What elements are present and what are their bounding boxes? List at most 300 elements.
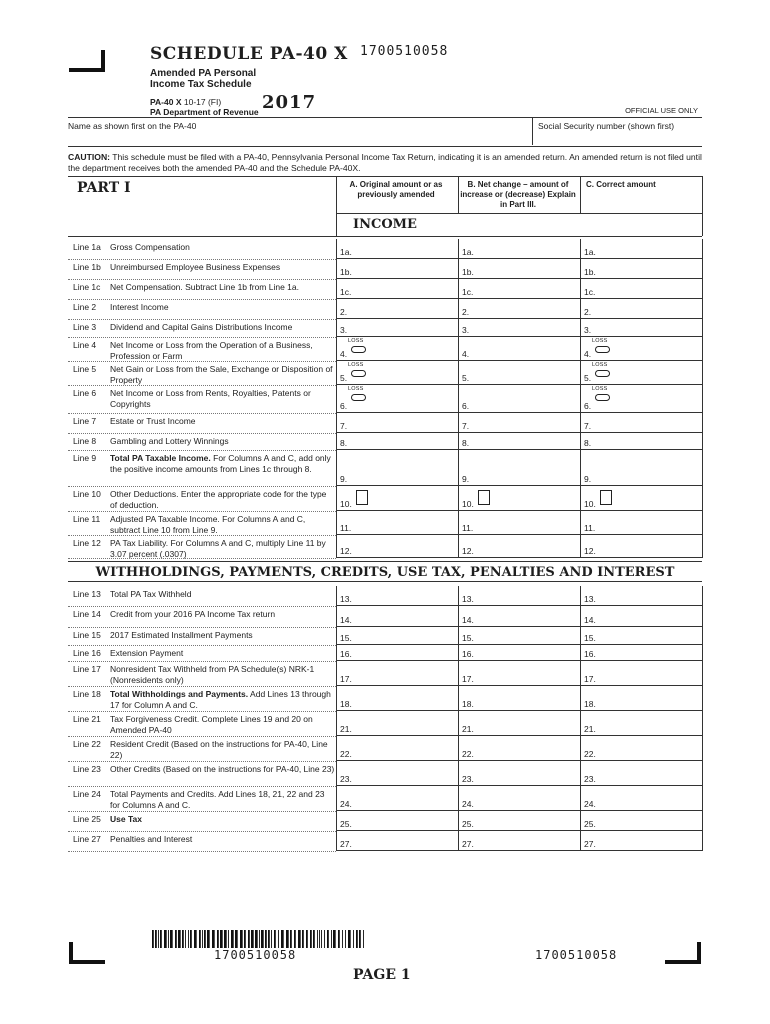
line-number: Line 24 <box>73 789 101 799</box>
line-ref: 10. <box>340 499 352 509</box>
line-description <box>110 340 335 362</box>
withholdings-rule <box>68 581 702 582</box>
loss-toggle[interactable] <box>351 370 366 377</box>
line-description <box>110 489 335 511</box>
line-description-text: Dividend and Capital Gains Distributions Income <box>110 322 293 332</box>
table-right-edge <box>702 645 703 661</box>
line-ref: 24. <box>462 799 474 809</box>
col-c-divider <box>580 176 581 214</box>
amount-field-a[interactable] <box>336 259 458 279</box>
amount-field-c[interactable] <box>580 711 702 736</box>
table-right-edge <box>702 450 703 486</box>
line-ref: 16. <box>340 649 352 659</box>
form-code-bottom-left: 1700510058 <box>214 948 297 962</box>
line-ref: 11. <box>340 523 352 533</box>
line-ref: 18. <box>584 699 596 709</box>
amount-field-b[interactable] <box>458 450 580 486</box>
amount-field-a[interactable] <box>336 319 458 337</box>
line-ref: 17. <box>340 674 352 684</box>
tax-year: 2017 <box>262 92 317 113</box>
line-ref: 7. <box>584 421 592 431</box>
loss-label: LOSS <box>348 362 364 368</box>
table-top-rule <box>68 176 702 177</box>
deduction-code-box[interactable] <box>600 490 612 505</box>
caution-body: This schedule must be filed with a PA-40, Pennsylvania Personal Income Tax Return, indicating it is an amended return. An amended return is not filed until the department receives both the amended PA-40 and the Schedule PA-40X. <box>68 152 702 173</box>
amount-field-b[interactable] <box>458 511 580 535</box>
line-ref: 4. <box>340 349 348 359</box>
amount-field-c[interactable] <box>580 413 702 433</box>
line-number: Line 18 <box>73 689 101 699</box>
deduction-code-box[interactable] <box>356 490 368 505</box>
amount-field-b[interactable] <box>458 279 580 299</box>
line-number: Line 6 <box>73 388 97 398</box>
line-description-text: Interest Income <box>110 302 169 312</box>
line-ref: 1c. <box>340 287 352 297</box>
line-number: Line 22 <box>73 739 101 749</box>
line-ref: 16. <box>584 649 596 659</box>
amount-field-b[interactable] <box>458 319 580 337</box>
line-ref: 17. <box>462 674 474 684</box>
line-description-text: Adjusted PA Taxable Income. For Columns A and C, subtract Line 10 from Line 9. <box>110 514 306 535</box>
line-ref: 1c. <box>462 287 474 297</box>
row-rule <box>68 558 336 559</box>
line-ref: 12. <box>340 546 352 556</box>
line-ref: 3. <box>462 325 470 335</box>
loss-toggle[interactable] <box>595 346 610 353</box>
line-number: Line 15 <box>73 630 101 640</box>
line-ref: 7. <box>462 421 470 431</box>
loss-toggle[interactable] <box>351 346 366 353</box>
row-rule <box>68 761 336 762</box>
amount-field-b[interactable] <box>458 645 580 661</box>
form-code-bottom-right: 1700510058 <box>535 948 618 962</box>
line-description <box>110 302 335 313</box>
ssn-label: Social Security number (shown first) <box>538 121 675 131</box>
line-ref: 10. <box>462 499 474 509</box>
amount-field-a[interactable] <box>336 279 458 299</box>
amount-field-b[interactable] <box>458 535 580 558</box>
amount-field-b[interactable] <box>458 337 580 361</box>
loss-label: LOSS <box>592 386 608 392</box>
line-number: Line 7 <box>73 416 97 426</box>
barcode <box>152 930 366 948</box>
row-rule <box>68 606 336 607</box>
line-description-text: Tax Forgiveness Credit. Complete Lines 19 and 20 on Amended PA-40 <box>110 714 313 735</box>
table-right-edge <box>702 433 703 450</box>
line-ref: 13. <box>584 594 596 604</box>
line-ref: 7. <box>340 421 348 431</box>
row-rule <box>68 299 336 300</box>
table-right-edge <box>702 711 703 736</box>
amount-field-a[interactable] <box>336 686 458 711</box>
amount-field-a[interactable] <box>336 831 458 851</box>
corner-mark-top-left <box>69 50 105 72</box>
amount-field-b[interactable] <box>458 361 580 385</box>
line-ref: 14. <box>584 615 596 625</box>
income-rule <box>68 236 702 237</box>
row-rule <box>68 361 336 362</box>
line-ref: 12. <box>462 546 474 556</box>
line-number: Line 9 <box>73 453 97 463</box>
name-label: Name as shown first on the PA-40 <box>68 121 197 131</box>
amount-field-a[interactable] <box>336 486 458 511</box>
form-id <box>150 97 259 117</box>
amount-field-b[interactable] <box>458 239 580 259</box>
line-description-text: Other Credits (Based on the instructions for PA-40, Line 23) <box>110 764 335 774</box>
row-rule <box>68 433 336 434</box>
row-rule <box>68 736 336 737</box>
row-rule <box>68 831 336 832</box>
line-number: Line 4 <box>73 340 97 350</box>
amount-field-b[interactable] <box>458 627 580 645</box>
line-description <box>110 453 335 475</box>
line-ref: 2. <box>340 307 348 317</box>
line-ref: 22. <box>584 749 596 759</box>
amount-field-c[interactable] <box>580 786 702 811</box>
header-rule <box>68 117 702 118</box>
line-description-text: Add Lines 13 through 17 for Column A and C. <box>110 689 331 710</box>
name-field[interactable] <box>68 131 530 145</box>
line-ref: 6. <box>340 401 348 411</box>
line-description <box>110 538 335 560</box>
line-ref: 9. <box>340 474 348 484</box>
ssn-field[interactable] <box>534 131 702 145</box>
loss-toggle[interactable] <box>595 370 610 377</box>
loss-label: LOSS <box>592 362 608 368</box>
form-subtitle <box>150 68 256 90</box>
line-description <box>110 764 335 775</box>
caution-text <box>68 152 708 174</box>
line-description <box>110 322 335 333</box>
line-description <box>110 689 335 711</box>
table-right-edge <box>702 627 703 645</box>
row-rule <box>68 661 336 662</box>
line-description <box>110 436 335 447</box>
line-description-bold: Total Withholdings and Payments. <box>110 689 249 699</box>
form-title: SCHEDULE PA-40 X <box>150 44 348 64</box>
line-ref: 18. <box>462 699 474 709</box>
amount-field-a[interactable] <box>336 736 458 761</box>
line-ref: 4. <box>584 349 592 359</box>
amount-field-b[interactable] <box>458 385 580 413</box>
line-ref: 25. <box>462 819 474 829</box>
row-rule <box>68 786 336 787</box>
line-description <box>110 282 335 293</box>
amount-field-b[interactable] <box>458 486 580 511</box>
line-ref: 6. <box>462 401 470 411</box>
amount-field-c[interactable] <box>580 535 702 558</box>
amount-field-b[interactable] <box>458 606 580 627</box>
line-description-text: 2017 Estimated Installment Payments <box>110 630 253 640</box>
line-ref: 24. <box>340 799 352 809</box>
loss-toggle[interactable] <box>595 394 610 401</box>
line-description <box>110 630 335 641</box>
amount-field-a[interactable] <box>336 299 458 319</box>
line-number: Line 27 <box>73 834 101 844</box>
line-ref: 1a. <box>462 247 474 257</box>
amount-field-b[interactable] <box>458 661 580 686</box>
line-description-text: Net Compensation. Subtract Line 1b from Line 1a. <box>110 282 299 292</box>
amount-field-c[interactable] <box>580 627 702 645</box>
line-description-bold: Total PA Taxable Income. <box>110 453 211 463</box>
line-number: Line 21 <box>73 714 101 724</box>
table-right-edge <box>702 337 703 361</box>
amount-field-a[interactable] <box>336 586 458 606</box>
line-ref: 13. <box>462 594 474 604</box>
amount-field-b[interactable] <box>458 811 580 831</box>
row-rule <box>68 259 336 260</box>
line-ref: 6. <box>584 401 592 411</box>
amount-field-c[interactable] <box>580 279 702 299</box>
line-ref: 5. <box>462 373 470 383</box>
amount-field-b[interactable] <box>458 786 580 811</box>
row-rule <box>68 711 336 712</box>
amount-field-c[interactable] <box>580 661 702 686</box>
caution-label: CAUTION: <box>68 152 111 162</box>
line-ref: 11. <box>584 523 596 533</box>
line-ref: 25. <box>584 819 596 829</box>
amount-field-b[interactable] <box>458 433 580 450</box>
line-ref: 18. <box>340 699 352 709</box>
amount-field-c[interactable] <box>580 761 702 786</box>
table-right-edge <box>702 811 703 831</box>
line-description <box>110 714 335 736</box>
line-description-text: Net Income or Loss from the Operation of a Business, Profession or Farm <box>110 340 313 361</box>
line-number: Line 23 <box>73 764 101 774</box>
line-description <box>110 789 335 811</box>
amount-field-a[interactable] <box>336 606 458 627</box>
line-description-text: Other Deductions. Enter the appropriate code for the type of deduction. <box>110 489 327 510</box>
line-ref: 22. <box>340 749 352 759</box>
line-ref: 2. <box>584 307 592 317</box>
table-right-border <box>702 176 703 236</box>
line-description-text: Extension Payment <box>110 648 184 658</box>
line-description <box>110 589 335 600</box>
amount-field-c[interactable] <box>580 645 702 661</box>
table-right-edge <box>702 786 703 811</box>
line-description <box>110 262 335 273</box>
line-ref: 8. <box>462 438 470 448</box>
row-rule <box>68 486 336 487</box>
amount-field-b[interactable] <box>458 686 580 711</box>
amount-field-c[interactable] <box>580 811 702 831</box>
line-number: Line 5 <box>73 364 97 374</box>
column-a-header: A. Original amount or as previously amended <box>349 180 443 199</box>
line-description-text: PA Tax Liability. For Columns A and C, multiply Line 11 by 3.07 percent (.0307) <box>110 538 326 559</box>
line-ref: 9. <box>584 474 592 484</box>
amount-field-c[interactable] <box>580 686 702 711</box>
table-right-edge <box>702 413 703 433</box>
line-ref: 1a. <box>340 247 352 257</box>
amount-field-a[interactable] <box>336 433 458 450</box>
line-ref: 8. <box>340 438 348 448</box>
loss-toggle[interactable] <box>351 394 366 401</box>
amount-field-c[interactable] <box>580 239 702 259</box>
row-rule <box>68 645 336 646</box>
section-withholdings-title: WITHHOLDINGS, PAYMENTS, CREDITS, USE TAX, PENALTIES AND INTEREST <box>95 565 675 580</box>
line-ref: 27. <box>340 839 352 849</box>
line-description <box>110 416 335 427</box>
line-ref: 5. <box>340 373 348 383</box>
line-description <box>110 242 335 253</box>
line-ref: 24. <box>584 799 596 809</box>
line-number: Line 25 <box>73 814 101 824</box>
line-description-text: Nonresident Tax Withheld from PA Schedule(s) NRK-1 (Nonresidents only) <box>110 664 315 685</box>
official-use-label: OFFICIAL USE ONLY <box>625 106 698 115</box>
line-number: Line 13 <box>73 589 101 599</box>
col-a-divider <box>336 176 337 236</box>
table-right-edge <box>702 511 703 535</box>
line-ref: 21. <box>340 724 352 734</box>
amount-field-a[interactable] <box>336 811 458 831</box>
line-ref: 3. <box>584 325 592 335</box>
table-right-edge <box>702 319 703 337</box>
amount-field-a[interactable] <box>336 535 458 558</box>
row-rule <box>68 319 336 320</box>
line-description-text: Total PA Tax Withheld <box>110 589 192 599</box>
corner-mark-bottom-right <box>665 942 701 964</box>
amount-field-b[interactable] <box>458 761 580 786</box>
amount-field-c[interactable] <box>580 319 702 337</box>
line-ref: 27. <box>462 839 474 849</box>
name-rule <box>68 146 702 147</box>
line-description <box>110 364 335 386</box>
line-description-text: Total Payments and Credits. Add Lines 18, 21, 22 and 23 for Columns A and C. <box>110 789 325 810</box>
line-ref: 1b. <box>340 267 352 277</box>
amount-field-a[interactable] <box>336 511 458 535</box>
amount-field-a[interactable] <box>336 786 458 811</box>
row-rule <box>68 811 336 812</box>
table-right-edge <box>702 661 703 686</box>
form-id-bold: PA-40 X <box>150 97 182 107</box>
line-ref: 16. <box>462 649 474 659</box>
line-ref: 17. <box>584 674 596 684</box>
line-ref: 23. <box>584 774 596 784</box>
line-description <box>110 664 335 686</box>
line-description-bold: Use Tax <box>110 814 142 824</box>
line-description <box>110 609 335 620</box>
amount-field-a[interactable] <box>336 239 458 259</box>
line-description-text: Penalties and Interest <box>110 834 193 844</box>
deduction-code-box[interactable] <box>478 490 490 505</box>
line-ref: 15. <box>584 633 596 643</box>
amount-field-c[interactable] <box>580 450 702 486</box>
subtitle-line-2: Income Tax Schedule <box>150 79 252 90</box>
line-number: Line 12 <box>73 538 101 548</box>
line-ref: 14. <box>340 615 352 625</box>
row-rule <box>68 450 336 451</box>
line-number: Line 3 <box>73 322 97 332</box>
line-ref: 4. <box>462 349 470 359</box>
amount-field-a[interactable] <box>336 450 458 486</box>
amount-field-b[interactable] <box>458 831 580 851</box>
line-ref: 21. <box>462 724 474 734</box>
amount-field-c[interactable] <box>580 586 702 606</box>
table-right-edge <box>702 606 703 627</box>
amount-field-c[interactable] <box>580 433 702 450</box>
line-ref: 3. <box>340 325 348 335</box>
form-id-rev: 10-17 (FI) <box>183 97 222 107</box>
line-description-text: For Columns A and C, add only the positive income amounts from Lines 1c through 8. <box>110 453 331 474</box>
amount-field-b[interactable] <box>458 736 580 761</box>
table-right-edge <box>702 761 703 786</box>
line-number: Line 1c <box>73 282 101 292</box>
line-ref: 1b. <box>462 267 474 277</box>
amount-field-c[interactable] <box>580 486 702 511</box>
line-description <box>110 514 335 536</box>
section-income-title: INCOME <box>353 217 417 232</box>
table-right-edge <box>702 279 703 299</box>
line-description <box>110 648 335 659</box>
amount-field-a[interactable] <box>336 711 458 736</box>
amount-field-c[interactable] <box>580 831 702 851</box>
table-right-edge <box>702 486 703 511</box>
line-ref: 8. <box>584 438 592 448</box>
line-ref: 13. <box>340 594 352 604</box>
ssn-divider <box>532 117 533 145</box>
amount-field-c[interactable] <box>580 511 702 535</box>
line-ref: 5. <box>584 373 592 383</box>
line-ref: 14. <box>462 615 474 625</box>
amount-field-b[interactable] <box>458 413 580 433</box>
table-right-edge <box>702 831 703 851</box>
table-right-edge <box>702 586 703 606</box>
row-rule <box>68 511 336 512</box>
amount-field-c[interactable] <box>580 299 702 319</box>
line-description-text: Unreimbursed Employee Business Expenses <box>110 262 281 272</box>
line-ref: 1c. <box>584 287 596 297</box>
line-description <box>110 388 335 410</box>
amount-field-a[interactable] <box>336 645 458 661</box>
line-ref: 11. <box>462 523 474 533</box>
amount-field-b[interactable] <box>458 299 580 319</box>
amount-field-c[interactable] <box>580 606 702 627</box>
line-number: Line 1b <box>73 262 101 272</box>
row-rule <box>68 385 336 386</box>
line-description-text: Gambling and Lottery Winnings <box>110 436 229 446</box>
line-description-text: Net Gain or Loss from the Sale, Exchange or Disposition of Property <box>110 364 333 385</box>
amount-field-b[interactable] <box>458 711 580 736</box>
form-code-top: 1700510058 <box>360 44 449 59</box>
table-right-edge <box>702 736 703 761</box>
amount-field-c[interactable] <box>580 736 702 761</box>
amount-field-c[interactable] <box>580 259 702 279</box>
col-b-divider <box>458 176 459 214</box>
column-b-header: B. Net change – amount of increase or (decrease) Explain in Part III. <box>460 180 576 209</box>
line-description-text: Gross Compensation <box>110 242 190 252</box>
line-description <box>110 814 335 825</box>
amount-field-a[interactable] <box>336 661 458 686</box>
table-right-edge <box>702 361 703 385</box>
amount-field-a[interactable] <box>336 413 458 433</box>
line-description <box>110 739 335 761</box>
amount-field-b[interactable] <box>458 586 580 606</box>
line-description-text: Estate or Trust Income <box>110 416 196 426</box>
row-rule <box>68 337 336 338</box>
line-ref: 23. <box>340 774 352 784</box>
amount-field-a[interactable] <box>336 761 458 786</box>
line-description-text: Net Income or Loss from Rents, Royalties, Patents or Copyrights <box>110 388 311 409</box>
line-number: Line 14 <box>73 609 101 619</box>
row-rule <box>68 627 336 628</box>
line-ref: 27. <box>584 839 596 849</box>
row-rule <box>68 686 336 687</box>
line-ref: 21. <box>584 724 596 734</box>
amount-field-b[interactable] <box>458 259 580 279</box>
withholdings-top-rule <box>68 561 702 562</box>
amount-field-a[interactable] <box>336 627 458 645</box>
table-right-edge <box>702 299 703 319</box>
